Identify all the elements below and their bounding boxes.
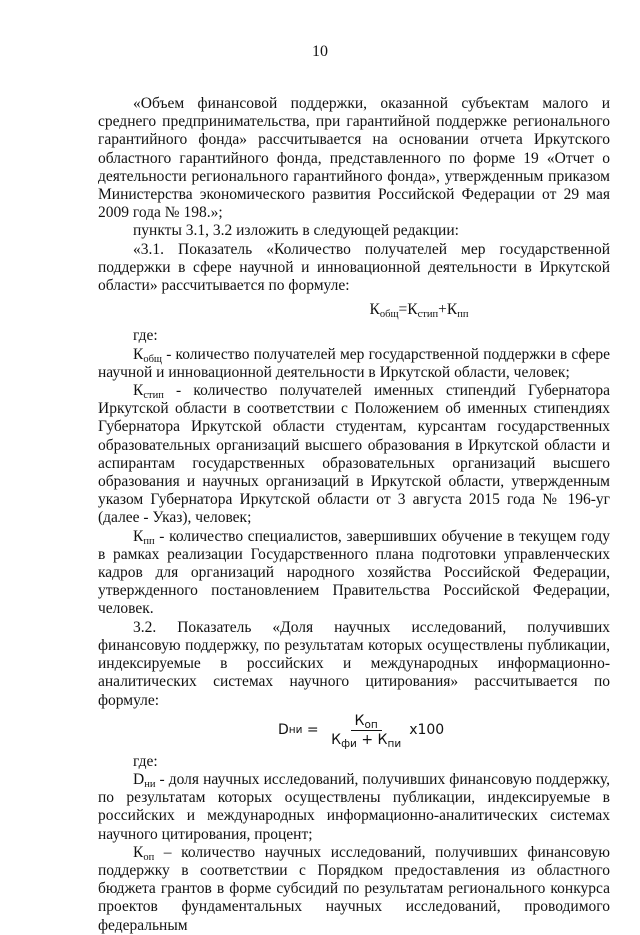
page-number: 10: [312, 43, 328, 60]
document-body: [98, 95, 610, 935]
paragraph-indicator-3-1: «3.1. Показатель «Количество получателей мер государственной поддержки в сфере научной и инновационной деятельности в Иркутской области» рассчитывается по формуле:: [98, 240, 610, 295]
paragraph-points-edit: пункты 3.1, 3.2 изложить в следующей редакции:: [133, 222, 459, 240]
formula-fraction: $\frac{К_{оп}}{К_{фи} + К_{пи}}$: [331, 712, 402, 750]
definition-k-op: $К_{оп}$ – количество научных исследований, получивших финансовую поддержку в соответствии с Порядком предоставления из областного бюджета грантов в форме субсидий по результатам регионального конкурса проектов фундаментальных научных исследований, проводимого федеральным: [98, 843, 610, 934]
where-label-1: где:: [133, 327, 158, 345]
paragraph-indicator-3-2: 3.2. Показатель «Доля научных исследований, получивших финансовую поддержку, по результатам которых осуществлены публикации, индексируемые в российских и международных информационно-аналитических системах научного цитирования» рассчитывается по формуле:: [98, 618, 610, 709]
definition-k-stip: $К_{стип}$ - количество получателей именных стипендий Губернатора Иркутской области в соответствии с Положением об именных стипендиях Губернатора Иркутской области студентам, курсантам государственных образовательных организаций высшего образования в Иркутской области и аспирантам государственных образовательных организаций высшего образования и научных организаций в Иркутской области, утвержденным указом Губернатора Иркутской области от 3 августа 2015 года № 196-уг (далее - Указ), человек;: [98, 382, 610, 527]
definition-d-ni: $D_{ни}$ - доля научных исследований, получивших финансовую поддержку, по результатам которых осуществлены публикации, индексируемые в российских и международных информационно-аналитических системах научного цитирования, процент;: [98, 770, 610, 843]
definition-k-pp: $К_{пп}$ - количество специалистов, завершивших обучение в текущем году в рамках реализации Государственного плана подготовки управленческих кадров для организаций народного хозяйства Российской Федерации, утвержденного постановлением Правительства Российской Федерации, человек.: [98, 527, 610, 618]
formula-k-obsh: $К_{общ}=К_{стип}+К_{пп}$: [369, 301, 469, 321]
where-label-2: где:: [133, 752, 158, 770]
paragraph-guarantee-fund: «Объем финансовой поддержки, оказанной субъектам малого и среднего предпринимательства, при гарантийной поддержке регионального гарантийного фонда» рассчитывается на основании отчета Иркутского областного гарантийного фонда, представленного по форме 19 «Отчет о деятельности регионального гарантийного фонда», утвержденным приказом Министерства экономического развития Российской Федерации от 29 мая 2009 года № 198.»;: [98, 95, 610, 222]
definition-k-obsh: $К_{общ}$ - количество получателей мер государственной поддержки в сфере научной и инновационной деятельности в Иркутской области, человек;: [98, 345, 610, 381]
formula-d-ni: D ни = $\frac{К_{оп}}{К_{фи} + К_{пи}}$ x100: [278, 712, 445, 750]
